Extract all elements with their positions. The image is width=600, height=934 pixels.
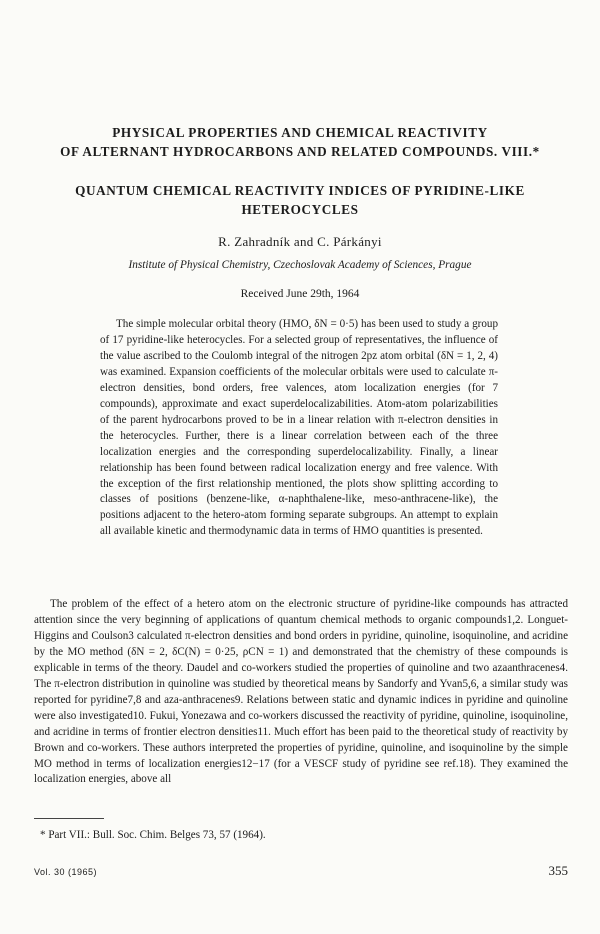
title-line-4: HETEROCYCLES (241, 202, 359, 217)
body-paragraph: The problem of the effect of a hetero atom on the electronic structure of pyridine-like compounds has attracted attention since the very beginning of applications of quantum chemical methods to organic compounds1,2. Longuet-Higgins and Coulson3 calculated π-electron densities and bond orders in pyridine, quinoline, isoquinoline, and acridine by the MO method (δN = 2, δC(N) = 0·25, ρCN = 1) and demonstrated that the chemistry of these compounds is explicable in terms of the theory. Daudel and co-workers studied the properties of quinoline and two azaanthracenes4. The π-electron distribution in quinoline was studied by theoretical means by Sandorfy and Yvan5,6, a similar study was reported for pyridine7,8 and aza-anthracenes9. Relations between static and dynamic indices in pyridine and quinoline were also investigated10. Fukui, Yonezawa and co-workers discussed the reactivity of pyridine, quinoline, isoquinoline, and acridine in terms of frontier electron densities11. Much effort has been paid to the theoretical study of reactivity by Brown and co-workers. These authors interpreted the properties of pyridine, quinoline, and isoquinoline by the simple MO method in terms of localization energies12−17 (for a VESCF study of pyridine see ref.18). They examined the localization energies, above all (34, 598, 568, 786)
footnote-rule (34, 818, 104, 819)
affiliation: Institute of Physical Chemistry, Czechoslovak Academy of Sciences, Prague (128, 259, 472, 271)
authors: R. Zahradník and C. Párkányi (218, 234, 382, 249)
title-line-2: OF ALTERNANT HYDROCARBONS AND RELATED COMPOUNDS. VIII.* (60, 144, 540, 159)
journal-volume: Vol. 30 (1965) (34, 867, 98, 877)
abstract-paragraph: The simple molecular orbital theory (HMO, δN = 0·5) has been used to study a group of 17 pyridine-like heterocycles. For a selected group of representatives, the influence of the value ascribed to the Coulomb integral of the nitrogen 2pz atom orbital (δN = 1, 2, 4) was examined. Expansion coefficients of the molecular orbitals were used to calculate π-electron densities, bond orders, free valences, atom localization energies (for 7 compounds), approximate and exact superdelocalizabilities. Atom-atom polarizabilities of the parent hydrocarbons proved to be in a linear relation with π-electron densities in the heterocycles. Further, there is a linear correlation between each of the three localization energies and the corresponding superdelocalizability. Finally, a linear relationship has been found between radical localization energy and free valence. With the exception of the first relationship mentioned, the plots show splitting according to classes of positions (benzene-like, α-naphthalene-like, meso-anthracene-like), the positions adjacent to the hetero-atom forming separate subgroups. An attempt to explain all available kinetic and thermodynamic data in terms of HMO quantities is presented. (100, 318, 498, 538)
page-number: 355 (548, 863, 568, 878)
title-line-1: PHYSICAL PROPERTIES AND CHEMICAL REACTIVITY (112, 125, 488, 140)
title-line-3: QUANTUM CHEMICAL REACTIVITY INDICES OF PYRIDINE-LIKE (75, 183, 525, 198)
footnote: * Part VII.: Bull. Soc. Chim. Belges 73, 57 (1964). (40, 829, 266, 841)
received-date: Received June 29th, 1964 (240, 288, 360, 300)
